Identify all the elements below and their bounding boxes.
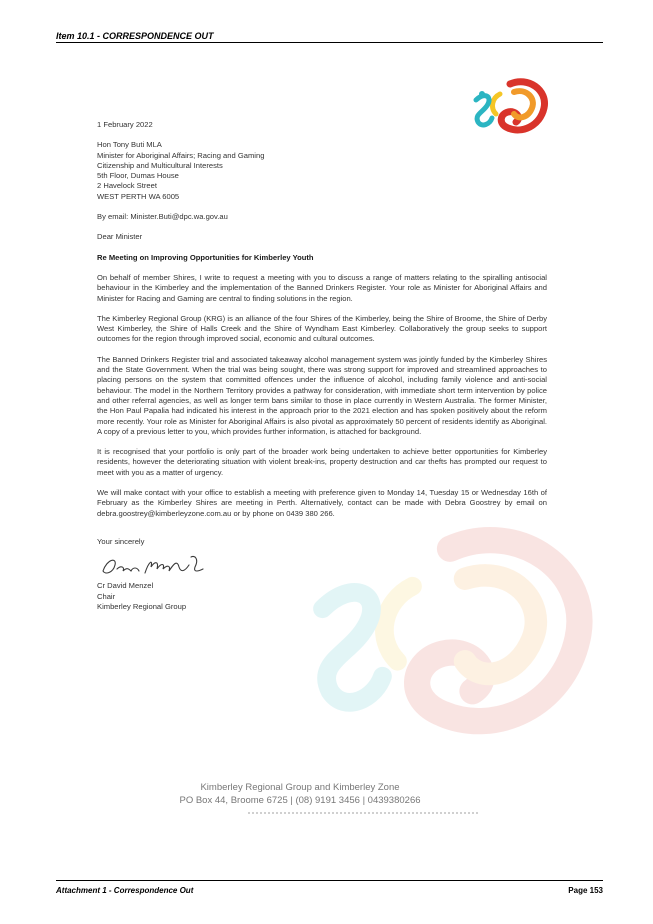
paragraph: The Banned Drinkers Register trial and associated takeaway alcohol management system was jointly funded by the Kimberley Shires and the State Government. When the trial was being sought, there was strong support for improved and streamlined approaches to placing persons on the system that committed offences under the influence of alcohol, including family violence and anti-social behaviour. The model in the Northern Territory provides a pathway for consideration, with immediate short term intervention by police and other referral agencies, as well as longer term bans similar to those in place currently in Western Australia. The former Minister, the Hon Paul Papalia had indicated his interest in the approach prior to the 2021 election and has spoken positively about the reform more recently. Your role as Minister for Aboriginal Affairs is also pivotal as approximately 50 percent of residents identify as Aboriginal. A copy of a previous letter to you, which provides further information, is attached for background. [97, 354, 547, 436]
page-header-item: Item 10.1 - CORRESPONDENCE OUT [56, 31, 214, 41]
email-line: By email: Minister.Buti@dpc.wa.gov.au [97, 212, 228, 222]
recipient-line: Hon Tony Buti MLA [97, 140, 162, 150]
faded-text-line [248, 812, 478, 818]
salutation: Dear Minister [97, 232, 143, 242]
recipient-line: Citizenship and Multicultural Interests [97, 160, 223, 170]
paragraph: The Kimberley Regional Group (KRG) is an alliance of the four Shires of the Kimberley, being the Shire of Broome, the Shire of Derby West Kimberley, the Shire of Halls Creek and the Shire of Wyndham East Kimberley. Collaboratively the group seeks to support outcomes for the region through improved social, economic and cultural outcomes. [97, 313, 547, 344]
signatory-org: Kimberley Regional Group [97, 601, 187, 611]
paragraph: It is recognised that your portfolio is only part of the broader work being undertaken to achieve better opportunities for Kimberley residents, however the deteriorating situation with violent break-ins, property destruction and car thefts has prompted our request to meet with you as a matter of urgency. [97, 447, 547, 477]
paragraph: On behalf of member Shires, I write to request a meeting with you to discuss a range of matters relating to the spiralling antisocial behaviour in the Kimberley and the implementation of the Banned Drinkers Register. Your role as Minister for Aboriginal Affairs and Minister for Racing and Gaming are central to finding solutions in the region. [97, 272, 547, 303]
handwritten-signature [99, 551, 209, 579]
recipient-line: 2 Havelock Street [97, 181, 157, 191]
paragraph: We will make contact with your office to establish a meeting with preference given to Monday 14, Tuesday 15 or Wednesday 16th of February as the Kimberley Shires are meeting in Perth. Alternatively, contact can be made with Debra Goostrey by email on debra.goostrey@kimberleyzone.com.au or by phone on 0439 380 266. [97, 488, 547, 518]
header-rule [56, 42, 603, 43]
recipient-line: Minister for Aboriginal Affairs; Racing and Gaming [97, 150, 265, 160]
recipient-line: 5th Floor, Dumas House [97, 171, 179, 181]
footer-attachment: Attachment 1 - Correspondence Out [56, 886, 194, 895]
footer-rule [56, 880, 603, 881]
closing: Your sincerely [97, 536, 145, 546]
signatory-title: Chair [97, 591, 116, 601]
subject-line: Re Meeting on Improving Opportunities for Kimberley Youth [97, 252, 314, 262]
letterhead-footer-org: Kimberley Regional Group and Kimberley Zone [200, 782, 400, 793]
letterhead-footer [150, 781, 450, 807]
letterhead-footer-contact: PO Box 44, Broome 6725 | (08) 9191 3456 | 0439380266 [179, 795, 421, 806]
recipient-line: WEST PERTH WA 6005 [97, 191, 180, 201]
footer-page-number: Page 153 [568, 886, 603, 895]
letter-body [97, 120, 547, 612]
signatory-name: Cr David Menzel [97, 581, 154, 591]
letter-date: 1 February 2022 [97, 120, 153, 129]
